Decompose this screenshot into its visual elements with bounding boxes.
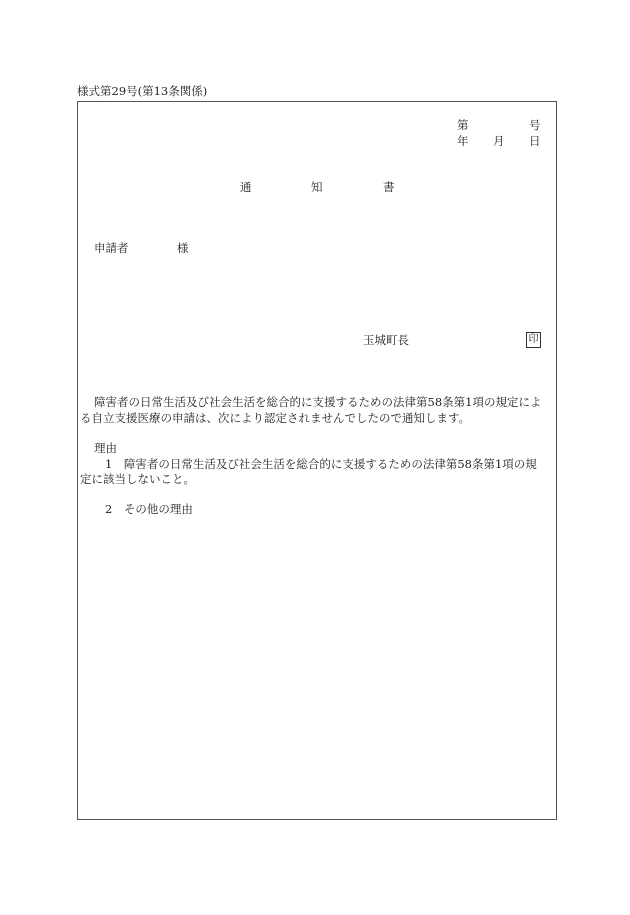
title-char-1: 通 xyxy=(240,180,252,194)
body-line-2: る自立支援医療の申請は、次により認定されませんでしたので通知します。 xyxy=(80,411,471,425)
applicant-label: 申請者 xyxy=(94,241,129,255)
body-line-1: 障害者の日常生活及び社会生活を総合的に支援するための法律第58条第1項の規定によ xyxy=(94,395,542,409)
applicant-honorific: 様 xyxy=(177,241,189,255)
issuer-name: 玉城町長 xyxy=(363,333,409,347)
reason-2: 2 その他の理由 xyxy=(105,502,193,516)
number-suffix: 号 xyxy=(529,118,541,132)
reason-1-line-1: 1 障害者の日常生活及び社会生活を総合的に支援するための法律第58条第1項の規 xyxy=(105,457,537,471)
date-day: 日 xyxy=(529,134,541,148)
title-char-2: 知 xyxy=(311,180,323,194)
reasons-heading: 理由 xyxy=(94,441,117,455)
title-char-3: 書 xyxy=(383,180,395,194)
number-prefix: 第 xyxy=(457,118,469,132)
date-month: 月 xyxy=(493,134,505,148)
seal-mark: 印 xyxy=(526,332,541,348)
form-label: 様式第29号(第13条関係) xyxy=(77,84,208,98)
reason-1-line-2: 定に該当しないこと。 xyxy=(80,472,195,486)
date-year: 年 xyxy=(457,134,469,148)
